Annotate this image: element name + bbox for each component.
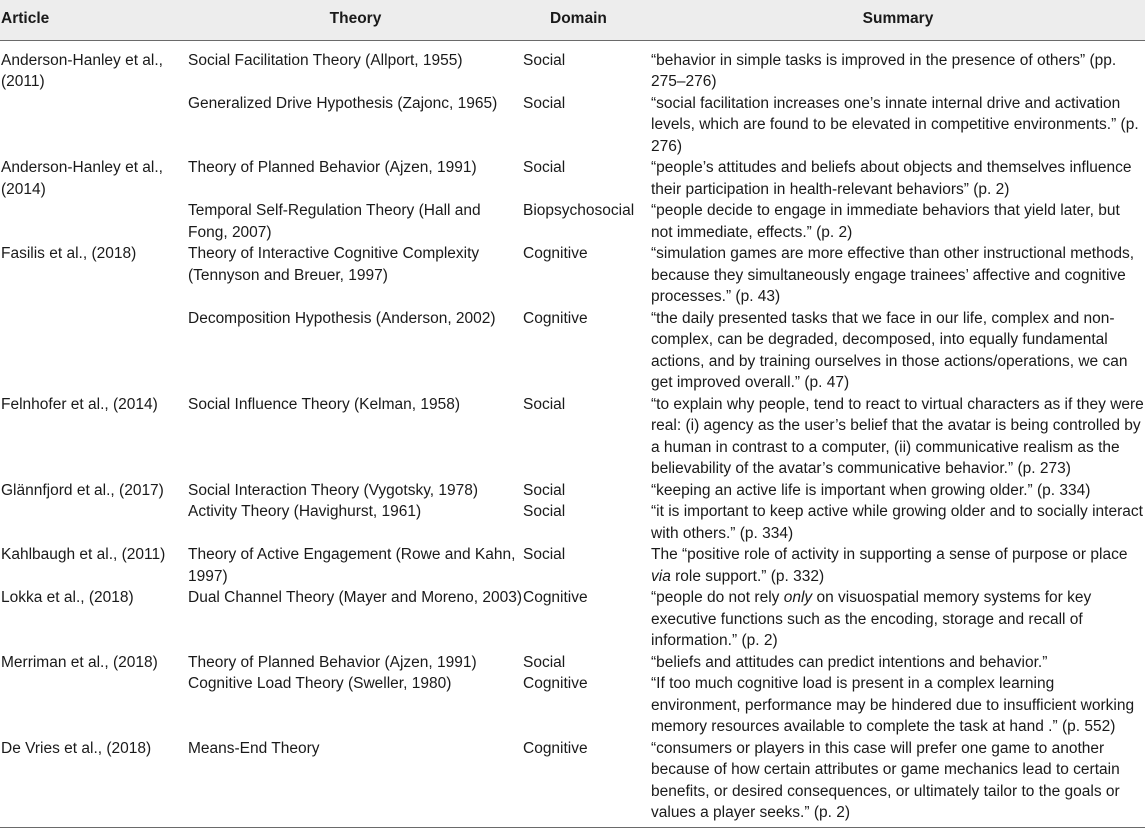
- table-body: [0, 40, 1145, 827]
- cell-theory: Theory of Interactive Cognitive Complexity (Tennyson and Breuer, 1997): [188, 245, 480, 284]
- summary-emphasis: only: [783, 589, 813, 606]
- cell-domain: Cognitive: [523, 309, 588, 327]
- cell-theory: Temporal Self-Regulation Theory (Hall and Fong, 2007): [188, 202, 481, 241]
- cell-article: [0, 200, 188, 243]
- cell-theory: Dual Channel Theory (Mayer and Moreno, 2003): [188, 589, 523, 606]
- cell-summary: [651, 544, 1145, 587]
- table-row: [0, 673, 1145, 738]
- cell-summary: “If too much cognitive load is present in a complex learning environment, performance may be hindered due to insufficient working memory resources available to complete the task at hand .” (p. 552): [651, 675, 1135, 735]
- table-row: [0, 652, 1145, 674]
- table-header: [0, 0, 1145, 40]
- table-row: [0, 308, 1145, 394]
- cell-article: [0, 308, 188, 394]
- cell-theory: Activity Theory (Havighurst, 1961): [188, 503, 422, 520]
- cell-theory: Means-End Theory: [188, 739, 320, 757]
- cell-domain: Social: [523, 395, 566, 413]
- summary-text: role support.” (p. 332): [670, 567, 825, 585]
- cell-domain: Social: [523, 653, 566, 671]
- cell-summary: “beliefs and attitudes can predict intentions and behavior.”: [651, 653, 1048, 671]
- cell-domain: Biopsychosocial: [523, 202, 635, 219]
- cell-summary: “people decide to engage in immediate behaviors that yield later, but not immediate, effects.” (p. 2): [651, 202, 1120, 241]
- table-row: [0, 394, 1145, 480]
- cell-article: Glännfjord et al., (2017): [1, 481, 164, 499]
- cell-article: Lokka et al., (2018): [1, 589, 134, 606]
- cell-domain: Social: [523, 51, 566, 69]
- cell-summary: “consumers or players in this case will prefer one game to another because of how certain attributes or game mechanics lead to certain benefits, or desired consequences, or ultimately tailor to the goals or values a player seeks.” (p. 2): [651, 739, 1120, 821]
- header-row: [0, 0, 1145, 40]
- table-row: [0, 157, 1145, 200]
- cell-domain: Social: [523, 94, 566, 112]
- cell-theory: Cognitive Load Theory (Sweller, 1980): [188, 675, 452, 692]
- cell-summary: “keeping an active life is important when growing older.” (p. 334): [651, 481, 1091, 499]
- cell-summary: [651, 587, 1145, 652]
- table-row: [0, 243, 1145, 308]
- table-row: [0, 738, 1145, 828]
- cell-theory: Theory of Planned Behavior (Ajzen, 1991): [188, 159, 477, 176]
- cell-domain: Social: [523, 546, 566, 563]
- cell-summary: “people’s attitudes and beliefs about objects and themselves influence their participation in health-relevant behaviors” (p. 2): [651, 159, 1132, 198]
- table-row: [0, 200, 1145, 243]
- cell-summary: “it is important to keep active while growing older and to socially interact with others.” (p. 334): [651, 503, 1143, 542]
- table-row: [0, 587, 1145, 652]
- summary-emphasis: via: [651, 567, 671, 585]
- cell-domain: Cognitive: [523, 739, 588, 757]
- cell-domain: Cognitive: [523, 675, 588, 692]
- cell-theory: Social Facilitation Theory (Allport, 1955): [188, 51, 463, 69]
- summary-text: on visuospatial memory systems for key executive functions such as the encoding, storage and recall of information.” (p. 2): [651, 589, 1092, 649]
- footer-rule: [0, 827, 1145, 834]
- table-row: [0, 501, 1145, 544]
- cell-theory: Generalized Drive Hypothesis (Zajonc, 1965): [188, 94, 498, 112]
- cell-domain: Social: [523, 503, 566, 520]
- summary-text: The “positive role of activity in supporting a sense of purpose or place: [651, 546, 1128, 563]
- cell-summary: “simulation games are more effective than other instructional methods, because they simultaneously engage trainees’ affective and cognitive processes.” (p. 43): [651, 245, 1135, 305]
- cell-summary: “the daily presented tasks that we face in our life, complex and non-complex, can be degraded, decomposed, into equally fundamental actions, and by training ourselves in those actions/operations, we can get improved overall.” (p. 47): [651, 309, 1128, 391]
- cell-summary: “to explain why people, tend to react to virtual characters as if they were real: (i) agency as the user’s belief that the avatar is being controlled by a human in contrast to a computer, (ii) communicative realism as the believability of the avatar’s communicative behavior.” (p. 273): [651, 395, 1144, 477]
- table-row: [0, 40, 1145, 93]
- table-row: [0, 93, 1145, 158]
- table-footer: [0, 827, 1145, 834]
- table-row: [0, 480, 1145, 502]
- table-row: [0, 544, 1145, 587]
- cell-domain: Social: [523, 159, 566, 176]
- cell-domain: Cognitive: [523, 589, 588, 606]
- cell-theory: Theory of Active Engagement (Rowe and Kahn, 1997): [188, 546, 516, 585]
- cell-theory: Decomposition Hypothesis (Anderson, 2002): [188, 309, 496, 327]
- header-summary: Summary: [651, 0, 1145, 40]
- summary-text: “people do not rely: [651, 589, 784, 606]
- cell-article: [0, 501, 188, 544]
- cell-article: Anderson-Hanley et al., (2011): [1, 51, 163, 90]
- cell-article: De Vries et al., (2018): [1, 739, 152, 757]
- cell-article: Felnhofer et al., (2014): [1, 395, 158, 413]
- cell-domain: Cognitive: [523, 245, 588, 262]
- cell-domain: Social: [523, 481, 566, 499]
- header-domain: Domain: [523, 0, 651, 40]
- cell-summary: “social facilitation increases one’s innate internal drive and activation levels, which are found to be elevated in competitive environments.” (p. 276): [651, 94, 1139, 155]
- cell-summary: “behavior in simple tasks is improved in the presence of others” (pp. 275–276): [651, 51, 1117, 90]
- cell-article: Kahlbaugh et al., (2011): [1, 546, 166, 563]
- cell-article: Merriman et al., (2018): [1, 653, 158, 671]
- cell-theory: Theory of Planned Behavior (Ajzen, 1991): [188, 653, 477, 671]
- cell-theory: Social Interaction Theory (Vygotsky, 1978): [188, 481, 479, 499]
- header-article: Article: [0, 0, 188, 40]
- cell-article: Anderson-Hanley et al., (2014): [1, 159, 163, 198]
- cell-article: [0, 93, 188, 158]
- bottom-border: [0, 827, 1145, 834]
- cell-article: Fasilis et al., (2018): [1, 245, 137, 262]
- header-theory: Theory: [188, 0, 523, 40]
- cell-article: [0, 673, 188, 738]
- cell-theory: Social Influence Theory (Kelman, 1958): [188, 395, 460, 413]
